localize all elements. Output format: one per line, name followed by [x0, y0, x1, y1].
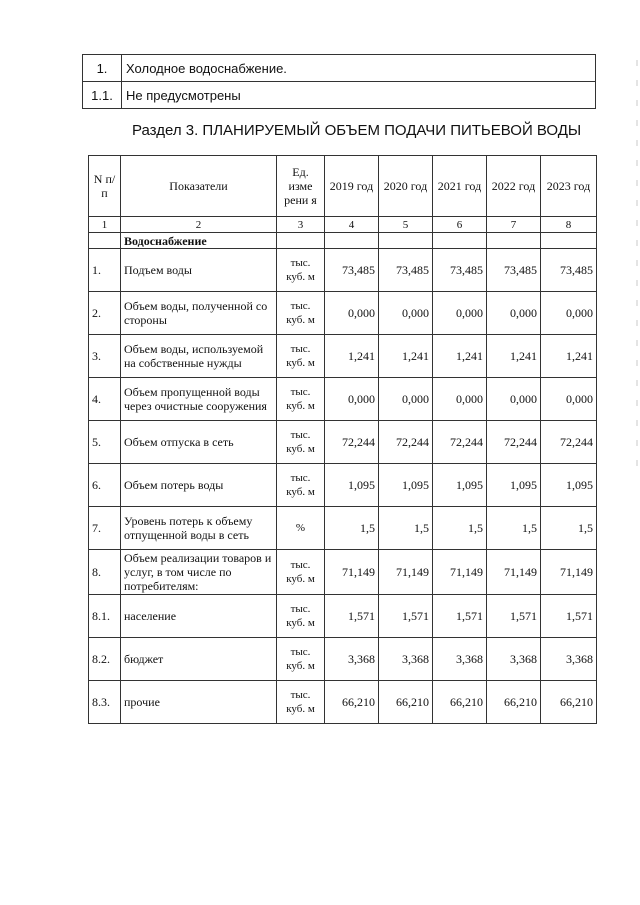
header-number: N п/п: [89, 156, 121, 217]
row-value: 72,244: [433, 421, 487, 464]
row-value: 3,368: [325, 638, 379, 681]
section-row-empty: [487, 233, 541, 249]
row-value: 73,485: [379, 249, 433, 292]
top-row-text: Холодное водоснабжение.: [122, 55, 596, 82]
row-value: 1,241: [325, 335, 379, 378]
row-indicator: Подъем воды: [121, 249, 277, 292]
section-title: Раздел 3. ПЛАНИРУЕМЫЙ ОБЪЕМ ПОДАЧИ ПИТЬЕВОЙ ВОДЫ: [132, 122, 582, 139]
top-row: [83, 55, 596, 82]
row-value: 0,000: [487, 378, 541, 421]
row-number: 8.1.: [89, 595, 121, 638]
row-value: 1,095: [487, 464, 541, 507]
top-row-number: 1.: [83, 55, 122, 82]
row-number: 6.: [89, 464, 121, 507]
water-supply-table: [88, 155, 597, 724]
row-value: 1,241: [487, 335, 541, 378]
row-indicator: Объем отпуска в сеть: [121, 421, 277, 464]
row-value: 1,571: [325, 595, 379, 638]
row-value: 66,210: [541, 681, 597, 724]
row-value: 72,244: [487, 421, 541, 464]
row-unit: тыс. куб. м: [277, 335, 325, 378]
row-value: 73,485: [433, 249, 487, 292]
row-value: 0,000: [433, 292, 487, 335]
column-index: 2: [121, 217, 277, 233]
row-unit: тыс. куб. м: [277, 550, 325, 595]
row-value: 3,368: [433, 638, 487, 681]
section-row: [89, 233, 597, 249]
table-row: [89, 335, 597, 378]
row-value: 1,571: [541, 595, 597, 638]
row-unit: тыс. куб. м: [277, 595, 325, 638]
row-value: 66,210: [433, 681, 487, 724]
row-indicator: Объем потерь воды: [121, 464, 277, 507]
header-year: 2022 год: [487, 156, 541, 217]
row-indicator: население: [121, 595, 277, 638]
row-number: 3.: [89, 335, 121, 378]
section-row-empty: [379, 233, 433, 249]
row-value: 71,149: [325, 550, 379, 595]
row-number: 2.: [89, 292, 121, 335]
row-indicator: прочие: [121, 681, 277, 724]
row-value: 73,485: [541, 249, 597, 292]
table-row: [89, 249, 597, 292]
row-value: 1,571: [379, 595, 433, 638]
row-indicator: Объем воды, используемой на собственные нужды: [121, 335, 277, 378]
row-number: 1.: [89, 249, 121, 292]
column-index: 1: [89, 217, 121, 233]
row-value: 73,485: [487, 249, 541, 292]
row-value: 1,241: [379, 335, 433, 378]
row-unit: тыс. куб. м: [277, 249, 325, 292]
section-row-empty: [89, 233, 121, 249]
header-row: [89, 156, 597, 217]
top-row-text: Не предусмотрены: [122, 82, 596, 109]
row-value: 1,5: [487, 507, 541, 550]
section-row-empty: [433, 233, 487, 249]
header-indicator: Показатели: [121, 156, 277, 217]
section-row-empty: [325, 233, 379, 249]
row-value: 1,5: [325, 507, 379, 550]
data-rows: [89, 249, 597, 724]
row-value: 72,244: [541, 421, 597, 464]
row-value: 66,210: [487, 681, 541, 724]
row-value: 0,000: [379, 292, 433, 335]
table-row: [89, 638, 597, 681]
column-index: 4: [325, 217, 379, 233]
table-row: [89, 378, 597, 421]
header-year: 2020 год: [379, 156, 433, 217]
row-value: 0,000: [325, 378, 379, 421]
row-number: 8.2.: [89, 638, 121, 681]
header-unit: Ед. изме рени я: [277, 156, 325, 217]
heat-supply-table: [82, 54, 596, 109]
table-row: [89, 292, 597, 335]
row-value: 72,244: [379, 421, 433, 464]
row-number: 5.: [89, 421, 121, 464]
header-year: 2023 год: [541, 156, 597, 217]
row-unit: %: [277, 507, 325, 550]
table-row: [89, 421, 597, 464]
row-unit: тыс. куб. м: [277, 421, 325, 464]
row-value: 71,149: [541, 550, 597, 595]
row-value: 1,5: [541, 507, 597, 550]
table-row: [89, 550, 597, 595]
row-value: 73,485: [325, 249, 379, 292]
row-number: 8.: [89, 550, 121, 595]
row-number: 8.3.: [89, 681, 121, 724]
row-value: 71,149: [433, 550, 487, 595]
row-value: 1,095: [379, 464, 433, 507]
row-value: 0,000: [541, 292, 597, 335]
row-value: 1,241: [541, 335, 597, 378]
table-row: [89, 595, 597, 638]
row-value: 71,149: [379, 550, 433, 595]
row-value: 0,000: [379, 378, 433, 421]
column-index: 5: [379, 217, 433, 233]
column-index: 3: [277, 217, 325, 233]
row-value: 3,368: [379, 638, 433, 681]
row-indicator: Объем реализации товаров и услуг, в том числе по потребителям:: [121, 550, 277, 595]
row-value: 1,241: [433, 335, 487, 378]
row-value: 1,571: [433, 595, 487, 638]
row-value: 66,210: [379, 681, 433, 724]
column-index: 8: [541, 217, 597, 233]
page-edge-mark: [636, 60, 638, 480]
row-value: 1,5: [379, 507, 433, 550]
top-row-number: 1.1.: [83, 82, 122, 109]
row-indicator: Объем воды, полученной со стороны: [121, 292, 277, 335]
header-year: 2019 год: [325, 156, 379, 217]
row-unit: тыс. куб. м: [277, 464, 325, 507]
row-number: 4.: [89, 378, 121, 421]
row-value: 71,149: [487, 550, 541, 595]
column-index: 7: [487, 217, 541, 233]
row-indicator: Объем пропущенной воды через очистные сооружения: [121, 378, 277, 421]
row-unit: тыс. куб. м: [277, 292, 325, 335]
row-value: 1,5: [433, 507, 487, 550]
column-index: 6: [433, 217, 487, 233]
row-value: 0,000: [487, 292, 541, 335]
section-label: Водоснабжение: [121, 233, 277, 249]
row-unit: тыс. куб. м: [277, 681, 325, 724]
row-unit: тыс. куб. м: [277, 378, 325, 421]
row-value: 72,244: [325, 421, 379, 464]
top-row: [83, 82, 596, 109]
row-value: 1,095: [325, 464, 379, 507]
row-value: 1,571: [487, 595, 541, 638]
row-value: 0,000: [541, 378, 597, 421]
row-value: 1,095: [541, 464, 597, 507]
row-value: 3,368: [541, 638, 597, 681]
table-row: [89, 507, 597, 550]
row-value: 0,000: [325, 292, 379, 335]
row-number: 7.: [89, 507, 121, 550]
header-year: 2021 год: [433, 156, 487, 217]
row-indicator: Уровень потерь к объему отпущенной воды в сеть: [121, 507, 277, 550]
row-value: 66,210: [325, 681, 379, 724]
table-row: [89, 464, 597, 507]
row-unit: тыс. куб. м: [277, 638, 325, 681]
row-value: 0,000: [433, 378, 487, 421]
row-value: 1,095: [433, 464, 487, 507]
section-row-empty: [541, 233, 597, 249]
section-row-empty: [277, 233, 325, 249]
column-index-row: [89, 217, 597, 233]
row-value: 3,368: [487, 638, 541, 681]
row-indicator: бюджет: [121, 638, 277, 681]
table-row: [89, 681, 597, 724]
